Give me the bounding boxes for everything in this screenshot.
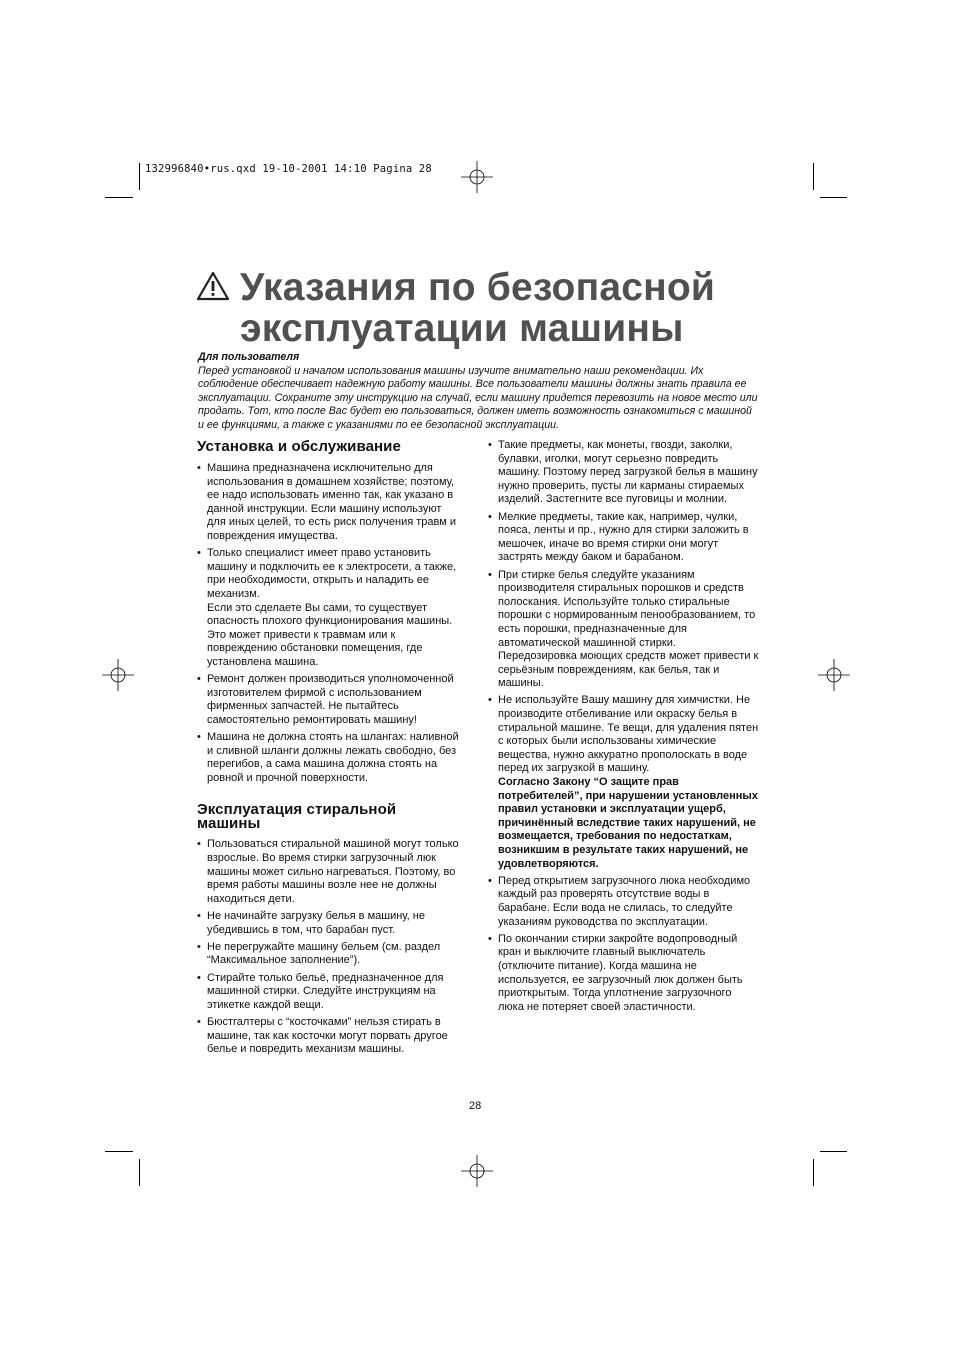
crop-mark-top-right-vertical: [813, 163, 814, 190]
crop-mark-bottom-right-vertical: [813, 1159, 814, 1186]
list-item: • Мелкие предметы, такие как, например, чулки, пояса, ленты и пр., нужно для стирки заложить в мешочек, иначе во время стирки они могут застрять между баком и барабаном.: [488, 511, 760, 565]
title-line-1: Указания по безопасной: [240, 266, 716, 309]
registration-mark-bottom-icon: [461, 1155, 493, 1187]
list-item: • Только специалист имеет право установить машину и подключить ее к электросети, а также, при необходимости, открыть и наладить ее механизм. Если это сделаете Вы сами, то существует опасность плохого функционирования машины. Это может привести к травмам или к повреждению обстановки помещения, где установлена машина.: [197, 547, 463, 669]
crop-mark-bottom-right-horizontal: [820, 1151, 847, 1152]
list-item: • Пользоваться стиральной машиной могут только взрослые. Во время стирки загрузочный люк машины может сильно нагреваться. Поэтому, во время работы машины возле нее не должны находиться дети.: [197, 838, 463, 906]
intro-block: [198, 351, 760, 433]
warning-triangle-icon: [196, 271, 230, 302]
intro-heading: Для пользователя: [198, 351, 300, 363]
crop-mark-top-right-horizontal: [820, 197, 847, 198]
list-item-note: Если это сделаете Вы сами, то существует опасность плохого функционирования машины. Это может привести к травмам или к повреждению обстановки помещения, где установлена машина.: [207, 601, 453, 668]
installation-list: [197, 462, 463, 785]
list-item: • Машина предназначена исключительно для использования в домашнем хозяйстве; поэтому, ее надо использовать именно так, как указано в данной инструкции. Если машину используют для иных целей, то есть риск получения травм и повреждения имущества.: [197, 462, 463, 544]
operation-list-continued: [488, 439, 760, 1014]
list-item-note: Передозировка моющих средств может привести к серьёзным повреждениям, как белья, так и машины.: [498, 650, 759, 690]
crop-mark-top-left-horizontal: [105, 197, 133, 198]
intro-text: Перед установкой и началом использования машины изучите внимательно наши рекомендации. Их соблюдение обеспечивает надежную работу машины. Все пользователи машины должны знать правила ее эксплуатации. Сохраните эту инструкцию на случай, если машину придется перевозить на новое место или продать. Тот, кто после Вас будет ею пользоваться, должен иметь возможность ознакомиться с машиной и ее функциями, а также с указаниями по ее безопасной эксплуатации.: [198, 364, 758, 431]
list-item: • Не начинайте загрузку белья в машину, не убедившись в том, что барабан пуст.: [197, 910, 463, 937]
list-item: • Машина не должна стоять на шлангах: наливной и сливной шланги должны лежать свободно, без перегибов, а сама машина должна стоять на ровной и прочной поверхности.: [197, 731, 463, 785]
print-header: 132996840•rus.qxd 19-10-2001 14:10 Pagina 28: [145, 163, 432, 175]
crop-mark-bottom-left-horizontal: [105, 1151, 133, 1152]
list-item: • Бюстгалтеры с “косточками” нельзя стирать в машине, так как косточки могут порвать другое белье и повредить механизм машины.: [197, 1016, 463, 1057]
right-column: [488, 439, 760, 1018]
crop-mark-bottom-left-vertical: [139, 1159, 140, 1186]
list-item: • Не перегружайте машину бельем (см. раздел “Максимальное заполнение”).: [197, 941, 463, 968]
section-operation-title: Эксплуатация стиральной машины: [197, 801, 397, 832]
left-column: [197, 439, 463, 1060]
registration-mark-top-icon: [461, 161, 493, 193]
operation-list: [197, 838, 463, 1056]
list-item: • По окончании стирки закройте водопроводный кран и выключите главный выключатель (отключите питание). Когда машина не используется, ее загрузочный люк должен быть приоткрытым. Тогда уплотнение загрузочного люка не потеряет своей эластичности.: [488, 933, 760, 1015]
section-installation-title: Установка и обслуживание: [197, 438, 401, 455]
title-line-2: эксплуатации машины: [240, 307, 684, 350]
registration-mark-right-icon: [818, 659, 850, 691]
list-item: • При стирке белья следуйте указаниям производителя стиральных порошков и средств полоскания. Используйте только стиральные порошки с нормированным пенообразованием, то есть порошки, предназначенные для автоматической машинной стирки. Передозировка моющих средств может привести к серьёзным повреждениям, как белья, так и машины.: [488, 569, 760, 691]
list-item: • Ремонт должен производиться уполномоченной изготовителем фирмой с использованием фирменных запчастей. Не пытайтесь самостоятельно ремонтировать машину!: [197, 673, 463, 727]
list-item: • Стирайте только бельё, предназначенное для машинной стирки. Следуйте инструкциям на этикетке каждой вещи.: [197, 972, 463, 1013]
crop-mark-top-left-vertical: [139, 163, 140, 190]
list-item: • Не используйте Вашу машину для химчистки. Не производите отбеливание или окраску белья в стиральной машине. Те вещи, для удаления пятен с которых были использованы химические вещества, нужно аккуратно прополоскать в воде перед их загрузкой в машину. Согласно Закону “О защите прав потребителей”, при нарушении установленных правил установки и эксплуатации ущерб, причинённый вследствие таких нарушений, не возмещается, требования по недостаткам, возникшим в результате таких нарушений, не удовлетворяются.: [488, 694, 760, 871]
list-item: • Перед открытием загрузочного люка необходимо каждый раз проверять отсутствие воды в барабане. Если вода не слилась, то следуйте указаниям руководства по эксплуатации.: [488, 875, 760, 929]
consumer-law-notice: Согласно Закону “О защите прав потребителей”, при нарушении установленных правил установки и эксплуатации ущерб, причинённый вследствие таких нарушений, не возмещается, требования по недостаткам, возникшим в результате таких нарушений, не удовлетворяются.: [498, 776, 758, 870]
page-number: 28: [469, 1100, 482, 1112]
registration-mark-left-icon: [102, 659, 134, 691]
list-item: • Такие предметы, как монеты, гвозди, заколки, булавки, иголки, могут серьезно повредить машину. Поэтому перед загрузкой белья в машину нужно проверить, пусты ли карманы стираемых изделий. Застегните все пуговицы и молнии.: [488, 439, 760, 507]
